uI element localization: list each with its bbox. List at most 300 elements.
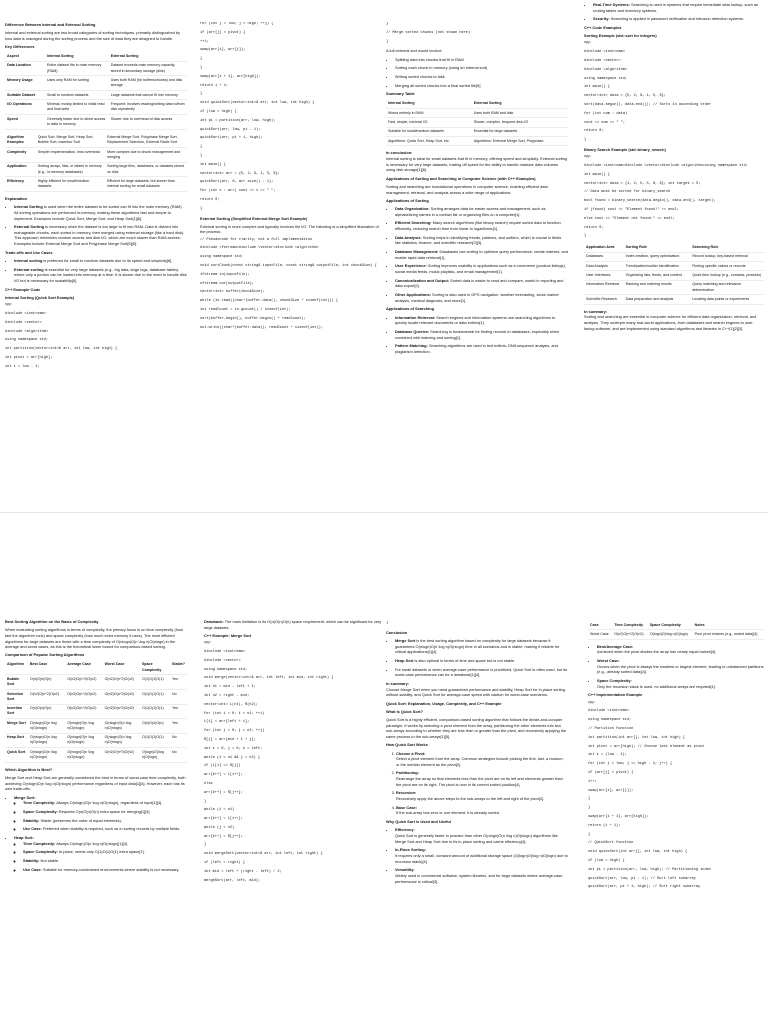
intro-paragraph: Internal and external sorting are two broad categories of sorting techniques, primarily distinguished by how data is managed during the sorting process and the size of data they are designed to handle. (5, 30, 180, 41)
table-cell: O(n2)O(n^2)O(n2) (65, 689, 102, 704)
list-item (395, 343, 568, 354)
page2-col2 (204, 619, 382, 1025)
table-row (5, 90, 187, 99)
table-cell: O(n2)O(n^2)O(n2) (103, 675, 140, 690)
conclusion-label: In conclusion: (386, 150, 413, 156)
page-2 (0, 512, 768, 1025)
code-line: vector<int> data = {5, 2, 9, 1, 5, 6}; (584, 94, 666, 99)
code-line: int main() { (200, 162, 226, 167)
full-external-intro: A full external sort would involve: (386, 48, 443, 54)
item-label: • Best/Average Case: (597, 643, 634, 649)
list-item (396, 751, 568, 768)
applications-table (584, 243, 764, 305)
item-text: Sorting improves usability in applications such as e-commerce (product listings), social media feeds, music playlists, and email management[1]. (395, 263, 566, 274)
list-item (395, 278, 568, 289)
code-line: using namespace std; (588, 718, 632, 723)
section-title: Best Sorting Algorithm on the Basis of Complexity (5, 619, 99, 624)
table-cell: Information Retrieval (584, 280, 624, 295)
comparison-table (5, 661, 187, 763)
table-cell: Algorithms: External Merge Sort, Polyphase (472, 137, 568, 146)
list-item (395, 827, 568, 844)
item-label: 4. Base Case: (396, 804, 417, 810)
code-line: } (584, 138, 587, 143)
drawback-label: Drawback: (204, 619, 224, 624)
table-cell: O(1)O(1)O(1) (140, 689, 170, 704)
item-text: For small datasets or when average-case performance is prioritized, Quick Sort is often used, but its worst-case performance can be a drawback[1][4]. (395, 666, 568, 678)
algorithm-list (5, 795, 187, 873)
list-item (395, 847, 568, 864)
table-cell: Data Location (5, 61, 45, 76)
table-row (584, 262, 764, 271)
code-line: if (low < high) { (588, 858, 625, 863)
table-cell: Generally faster due to direct access to data in memory (45, 114, 109, 129)
quick-sort-heading: Quick Sort: Explanation, Usage, Complexity, and C++ Example (386, 700, 502, 706)
code-line: arr[k++] = L[i++]; (204, 817, 243, 822)
code-line: if (left < right) { (204, 861, 245, 866)
item-text: Searching is used in systems that require immediate data lookup, such as routing tables and inventory systems. (593, 2, 758, 13)
list-item (395, 667, 568, 678)
quick-sort-complexity-table (588, 621, 764, 640)
list-item (23, 841, 187, 847)
code-line: #include <iostream> (204, 649, 245, 654)
item-text: It requires only a small, constant amount of additional storage space (O(log⁡n)O(\log n)O(logn) due to recursion stack)[4]. (395, 852, 568, 864)
code-line: #include <algorithm> (5, 329, 49, 334)
table-cell: No (170, 748, 187, 763)
table-cell: Fast, simple, minimal I/O (386, 118, 472, 127)
table-cell: O(nlog⁡n)O(n \log n)O(nlogn) (28, 719, 65, 734)
item-text: Databases use sorting to optimize query performance, create indexes, and enable rapid data retrieval[1]. (395, 249, 568, 260)
code-line: } (588, 832, 591, 837)
item-label: 1. Choose a Pivot: (396, 750, 426, 756)
code-line: return 0; (584, 225, 604, 230)
differences-table (5, 52, 187, 129)
code-line: // Merge sorted chunks (not shown here) (386, 30, 471, 35)
item-label: External sorting (14, 266, 44, 272)
table-row (5, 148, 187, 163)
code-line: #include <vector> (204, 658, 241, 663)
which-best-intro: Merge Sort and Heap Sort are generally considered the best in terms of worst-case time complexity, both achieving O(nlog⁡n)O(n \log n)O(nlogn) performance regardless of input data[1][4]. However, each has its own trade-offs: (5, 775, 186, 792)
item-label: Database Queries: (395, 328, 430, 334)
item-text: Search engines and information systems use searching algorithms to quickly locate relevant documents or data entries[1]. (395, 314, 556, 326)
summary-table (386, 100, 568, 147)
table-cell: Sorting large files, databases, or datasets stored on disk (105, 162, 187, 177)
table-cell: Yes (170, 675, 187, 690)
table-row (386, 118, 568, 127)
table-header: Sorting Role (624, 243, 691, 252)
table-row (5, 114, 187, 129)
code-line: swap(arr[i + 1], arr[high]); (588, 814, 649, 819)
item-text: Widely used in commercial software, system libraries, and for large datasets where average-case performance is critical[3]. (395, 872, 563, 884)
table-cell: Minimal, mostly limited to initial read and final write (45, 100, 109, 115)
code-line: for (int i = 0; i < n1; ++i) (204, 711, 265, 716)
table-header: Stable? (170, 661, 187, 675)
applications-heading: Applications of Sorting and Searching in Computer Science (with C++ Examples) (386, 175, 536, 181)
table-row (588, 630, 764, 639)
summary-text: Choose Merge Sort when you need guaranteed performance and stability, Heap Sort for in-place sorting without stability, and Quick Sort for average-case speed with caution for worst-case scenarios. (386, 686, 565, 698)
how-heading: How Quick Sort Works (386, 742, 428, 748)
code-line: cpp (584, 155, 591, 160)
table-row (584, 271, 764, 280)
code-line: int i = 0, j = 0, k = left; (204, 746, 263, 751)
code-line: vector<int> L(n1), R(n2); (204, 702, 258, 707)
list-item (395, 263, 568, 274)
table-cell: Sorting arrays, lists, or tables in memory (e.g., in-memory databases) (36, 162, 105, 177)
item-text: Only the recursion stack is used, no additional arrays are required[4]. (597, 683, 716, 689)
item-label: Efficient Searching: (395, 220, 432, 226)
key-differences-heading: Key Differences (5, 44, 35, 50)
code-line: return 0; (200, 197, 220, 202)
table-cell: Organizing lists, feeds, and content (624, 271, 691, 280)
item-label: Heap Sort (395, 658, 414, 664)
code-line: void mergeSort(vector<int>& arr, int left, int right) { (204, 852, 323, 857)
table-row (5, 733, 187, 748)
table-header: Average Case (65, 661, 102, 675)
explanation-list (5, 204, 187, 247)
table-cell: O(nlog⁡n)O(n \log n)O(nlogn) (65, 719, 102, 734)
table-header: External Sorting (472, 100, 568, 109)
list-item (23, 849, 187, 855)
item-text: Searching is applied in password verification and intrusion detection systems. (609, 16, 744, 22)
table-cell: Trend/pattern/outlier identification (624, 262, 691, 271)
item-text: is used when the entire dataset to be sorted can fit into the main memory (RAM). All sorting operations are performed in-memory, making these algorithms fast and simple to implement. Examples include Quick Sort, Merge Sort, and Heap Sort[1][6]. (14, 204, 183, 221)
item-text: is preferred for small to medium datasets due to its speed and simplicity[6]. (42, 258, 173, 264)
table-cell: O(n2)O(n^2)O(n2) (103, 689, 140, 704)
table-cell: I/O Operations (5, 100, 45, 115)
table-row (584, 295, 764, 304)
table-cell: Yes (170, 719, 187, 734)
list-item: • Writing sorted chunks to disk (395, 74, 568, 80)
heap-sort-details (14, 841, 187, 873)
code-line: } (386, 621, 389, 625)
item-label: 3. Recursion: (396, 790, 417, 796)
table-cell: O(nlog⁡n)O(n \log n)O(nlogn) (103, 719, 140, 734)
table-row (5, 177, 187, 192)
list-item: • Sorting each chunk in memory (using an internal sort) (395, 65, 568, 71)
table-cell: Speed (5, 114, 45, 129)
code-block (386, 22, 568, 45)
summary-table-heading: Summary Table (386, 91, 415, 97)
item-label: User Experience: (395, 263, 427, 269)
explanation-heading: Explanation (5, 195, 28, 201)
list-item (396, 770, 568, 787)
item-label: Internal Sorting (14, 204, 43, 210)
item-text: Suitable for memory-constrained environments where stability is not necessary. (41, 866, 180, 872)
list-item (14, 267, 187, 284)
code-line: for (int j = 0; j < n2; ++j) (204, 729, 265, 734)
list-item (395, 220, 568, 231)
internal-sorting-heading: Internal Sorting (Quick Sort Example) (5, 294, 75, 300)
item-label: Data Analysis: (395, 234, 422, 240)
code-line: sort(data.begin(), data.end()); // Sorts in ascending order (584, 103, 712, 108)
list-item (395, 292, 568, 303)
table-row (5, 719, 187, 734)
code-line: void sortChunk(const string& inputFile, const string& outputFile, int chunkSize) { (200, 264, 377, 269)
code-line: return 0; (584, 129, 604, 134)
item-text: Requires O(n)O(n)O(n) extra space for merging[1][4]. (57, 809, 151, 814)
sorting-example-heading: Sorting Example (std::sort for integers) (584, 33, 657, 39)
table-cell: Data preparation and analysis (624, 295, 691, 304)
code-block (584, 155, 764, 239)
cpp-examples-heading: C++ Code Examples (584, 24, 622, 30)
table-cell: Merge Sort (5, 719, 28, 734)
searching-list-continued (584, 2, 764, 22)
code-line: for (int j = low; j <= high - 1; j++) { (588, 762, 673, 767)
page1-col2 (200, 22, 380, 512)
intro-paragraph: When evaluating sorting algorithms in terms of complexity, the primary focus is on time complexity (how fast the algorithm runs) and space complexity (how much extra memory it uses). The most efficient algorithms for large datasets are those with a time complexity of O(nlog⁡n)O(n \log n)O(nlogn) in the average and worst cases, as this is the theoretical lower bound for comparison-based sorting. (5, 627, 183, 650)
table-cell: O(nlog⁡n)O(n \log n)O(nlogn) (28, 733, 65, 748)
table-cell: Uses only RAM for sorting (45, 76, 109, 91)
table-cell: Efficiency (5, 177, 36, 192)
table-cell: Large datasets that cannot fit into memory (109, 90, 187, 99)
table-cell: Poor pivot choices (e.g., sorted data)[4] (693, 630, 764, 639)
table-header: Space Complexity (140, 661, 170, 675)
code-line: using namespace std; (5, 338, 49, 343)
code-line: #include <iostream> (5, 311, 46, 316)
item-label: Stability: (23, 857, 40, 863)
table-cell: O(n2)O(n^2)O(n2) (65, 704, 102, 719)
item-text: is necessary when the dataset is too large to fit into RAM. Data is divided into manageable chunks, each sorted in memory, then merged using external storage (like a hard disk). This approach minimizes random access and disk I/O, which are much slower than RAM access. Examples include External Merge Sort and Polyphase Merge Sort[6][5]. (14, 224, 185, 247)
code-block (200, 22, 380, 212)
code-line: int main() { (584, 85, 610, 90)
table-row (386, 137, 568, 146)
why-list (386, 827, 568, 884)
table-cell: Quick item lookup (e.g., contacts, products) (690, 271, 764, 280)
table-cell: Quick Sort, Merge Sort, Heap Sort, Bubble Sort, Insertion Sort (36, 134, 105, 148)
table-cell: Data Analysis (584, 262, 624, 271)
list-item (395, 206, 568, 217)
code-line: } (386, 22, 389, 26)
table-row (386, 127, 568, 136)
page2-col4 (588, 619, 764, 1025)
code-line: #include <algorithm> (584, 67, 628, 72)
code-line: mergeSort(arr, left, mid); (204, 878, 261, 883)
table-row (386, 108, 568, 117)
item-text: Many search algorithms (like binary search) require sorted data to function efficiently, reducing search time from linear to logarithmic[1]. (395, 220, 561, 232)
item-text: Sorting is also used in GPS navigation, weather forecasting, stock market analysis, medical diagnosis, and more[1]. (395, 291, 559, 303)
item-label: Database Management: (395, 249, 439, 255)
list-item (23, 800, 187, 806)
page2-col3 (386, 621, 568, 1025)
item-label: • In-Place Sorting: (395, 847, 426, 853)
list-item (597, 678, 764, 689)
list-item (23, 867, 187, 873)
code-line: ++i; (200, 39, 209, 44)
code-line: #include <vector> (584, 59, 621, 64)
code-line: int mid = left + (right - left) / 2; (204, 869, 282, 874)
code-line: // Data must be sorted for binary_search (584, 190, 671, 195)
item-text: Not stable. (39, 857, 60, 863)
table-cell: Databases (584, 252, 624, 261)
code-line: #include <iostream> (584, 50, 625, 55)
item-text: Quick Sort is generally faster in practice than other O(nlog⁡n)O(n \log n)O(nlogn) algorithms like Merge Sort and Heap Sort due to its in-place sorting and cache efficiency[4]. (395, 832, 558, 844)
binary-search-heading: Binary Search Example (std::binary_search) (584, 147, 666, 153)
table-cell: Scientific Research (584, 295, 624, 304)
table-cell: Yes (170, 704, 187, 719)
table-header: Searching Role (690, 243, 764, 252)
code-line: int partition(vector<int>& arr, int low, int high) { (5, 347, 118, 352)
item-label: Space Complexity: (23, 809, 58, 814)
list-item (395, 315, 568, 326)
table-cell: More complex due to chunk management and merging (105, 148, 187, 163)
item-label: Pattern Matching: (395, 343, 428, 349)
code-line: quickSort(arr, low, pi - 1); // Sort left subarray (588, 876, 696, 881)
code-line: bool found = binary_search(data.begin(), data.end(), target); (584, 199, 716, 204)
item-text: is the best sorting algorithm based on complexity for large datasets because it guarantees O(nlog⁡n)O(n \log n)O(nlogn) time in all scenarios and is stable, making it reliable for critical applications[1][4]. (395, 638, 560, 655)
item-label: 2. Partitioning: (396, 770, 419, 776)
code-line: swap(arr[i], arr[j]); (200, 48, 246, 53)
code-line: } (588, 797, 591, 802)
item-label: Use Case: (23, 826, 42, 832)
table-cell: Suitable for small/medium datasets (386, 127, 472, 136)
item-label: Security: (593, 16, 610, 22)
list-item (23, 858, 187, 864)
table-cell: Heap Sort (5, 733, 28, 748)
what-is-heading: What is Quick Sort? (386, 708, 423, 714)
code-line: cpp (584, 41, 591, 46)
table-row (5, 76, 187, 91)
item-text: Always O(nlog⁡n)O(n \log n)O(nlogn)[1][4]. (55, 840, 129, 846)
code-line: cpp (588, 700, 595, 705)
list-item (396, 790, 568, 801)
code-line: cout << num << " "; (584, 120, 625, 125)
how-steps-list (386, 751, 568, 817)
code-line: out.write((char*)buffer.data(), readCount * sizeof(int)); (200, 325, 323, 330)
what-is-text: Quick Sort is a highly efficient, comparison-based sorting algorithm that follows the divide-and-conquer paradigm. It works by selecting a pivot element from the array, partitioning the other elements into two sub-arrays according to whether they are less than or greater than the pivot, and recursively applying the same process to the sub-arrays[1][5]. (386, 717, 567, 740)
code-line: int readCount = in.gcount() / sizeof(int); (200, 308, 291, 313)
list-item (14, 258, 187, 264)
code-line: return (i + 1); (588, 823, 621, 828)
item-text: Rearrange the array so that elements less than the pivot are on its left and elements greater than the pivot are on its right. The pivot is now in its correct sorted position[4]. (396, 776, 563, 787)
code-line: ifstream in(inputFile); (200, 272, 250, 277)
code-line: if (found) cout << "Element found!" << endl; (584, 208, 679, 213)
code-line: if (low < high) { (200, 109, 237, 114)
code-line: int i = (low - 1); (588, 753, 627, 758)
applications-intro: Sorting and searching are foundational operations in computer science, enabling efficient data management, retrieval, and analysis across a wide range of applications. (386, 183, 548, 195)
code-line: int pivot = arr[high]; // Choose last element as pivot (588, 744, 705, 749)
table-cell: Slower, complex, frequent disk I/O (472, 118, 568, 127)
code-line: // Partition function (588, 727, 634, 732)
code-line: } (588, 806, 591, 811)
table-cell: O(nlog⁡n)O(n \log n)O(nlogn) (65, 748, 102, 763)
table-cell: Essential for large datasets (472, 127, 568, 136)
code-line: } (386, 39, 389, 44)
code-line: } (584, 234, 587, 239)
item-label: Time Complexity: (23, 800, 56, 806)
table-cell: Index creation, query optimization (624, 252, 691, 261)
code-line: swap(arr[i + 1], arr[high]); (200, 74, 261, 79)
code-line: L[i] = arr[left + i]; (204, 720, 250, 725)
code-line: R[j] = arr[mid + 1 + j]; (204, 737, 256, 742)
code-line: } (200, 65, 203, 70)
table-cell: O(nlog⁡n)O(n \log n)O(nlogn) (65, 733, 102, 748)
code-line: if (L[i] <= R[j]) (204, 764, 241, 769)
code-line: } (200, 153, 203, 158)
code-line: quickSort(arr, 0, arr.size() - 1); (200, 180, 274, 185)
list-item (396, 805, 568, 816)
code-block (5, 303, 187, 370)
code-line: // QuickSort function (588, 841, 634, 846)
table-cell: Application (5, 162, 36, 177)
item-text: Preferred when stability is required, such as in sorting records by multiple fields. (41, 826, 181, 832)
list-item: • Merging all sorted chunks into a final sorted file[6] (395, 83, 568, 89)
list-item (23, 818, 187, 824)
list-item (23, 809, 187, 815)
why-heading: Why Quick Sort is Used and Useful (386, 819, 451, 825)
code-line: int n1 = mid - left + 1; (204, 685, 256, 690)
list-item (14, 795, 187, 832)
item-label: Canonicalization and Output: (395, 277, 450, 283)
code-line: else (204, 781, 213, 786)
item-text: Sorted data is easier to read and compare, useful in reporting and data export[2]. (395, 277, 564, 289)
table-cell: Works entirely in RAM (386, 108, 472, 117)
code-line: ofstream out(outputFile); (200, 281, 254, 286)
table-cell: Efficient for large datasets, but slower than internal sorting for small datasets (105, 177, 187, 192)
item-text: is also optimal in terms of time and space but is not stable. (413, 658, 516, 664)
page2-col1 (5, 619, 187, 1025)
item-text: Occurs when the pivot is always the smallest or largest element, leading to unbalanced partitions (e.g., already sorted data)[4]. (597, 663, 764, 675)
code-line: int pi = partition(arr, low, high); // Partitioning index (588, 867, 711, 872)
tradeoffs-list (5, 258, 187, 284)
table-cell: O(1)O(1)O(1) (140, 733, 170, 748)
item-label: • Versatility: (395, 867, 415, 873)
table-header: Worst Case (103, 661, 140, 675)
impl-heading: C++ Implementation Example (588, 692, 643, 698)
list-item (395, 867, 568, 884)
list-item (14, 224, 187, 247)
table-cell: Query matching and relevance determination (690, 280, 764, 295)
code-line: sort(buffer.begin(), buffer.begin() + readCount); (200, 316, 306, 321)
code-line: using namespace std; (204, 667, 248, 672)
page1-col3 (386, 22, 568, 512)
code-line: #include <iostream>#include <vector>#include <algorithm>using namespace std; (584, 164, 748, 169)
summary-text: Sorting and searching are essential in computer science for efficient data organization, retrieval, and analysis. They underpin many real-world applications, from databases and search engines to user-facing software, and are implemented using standard algorithms and libraries in C++[1][2][3]. (584, 314, 757, 331)
code-block (200, 238, 380, 331)
table-header: Internal Sorting (45, 52, 109, 61)
code-line: arr[k++] = R[j++]; (204, 790, 243, 795)
table-header: Time Complexity (612, 621, 648, 630)
table-cell: O(1)O(1)O(1) (140, 704, 170, 719)
list-item (597, 658, 764, 675)
merge-sort-label: Merge Sort: (14, 794, 36, 800)
table-header: External Sorting (109, 52, 187, 61)
table-cell: O(nlog⁡n)O(n \log n)O(nlogn) (103, 733, 140, 748)
item-label: Merge Sort (395, 638, 416, 644)
steps-list (386, 57, 568, 89)
table-cell: O(n)O(n)O(n) (28, 675, 65, 690)
heap-sort-label: Heap Sort: (14, 834, 34, 840)
item-label: Space Complexity: (23, 849, 58, 855)
code-line: #include <iostream> (588, 709, 629, 714)
table-cell: User Interfaces (584, 271, 624, 280)
table-cell: O(n2)O(n^2)O(n2) (28, 689, 65, 704)
table-row (5, 134, 187, 148)
code-line: } (200, 92, 203, 97)
code-line: quickSort(arr, pi + 1, high); // Sort right subarray (588, 885, 701, 890)
complexity-notes-list (588, 644, 764, 690)
table-cell: No (170, 689, 187, 704)
list-item (395, 235, 568, 246)
item-label: External Sorting (14, 224, 45, 230)
code-line: if (arr[j] < pivot) { (588, 771, 634, 775)
code-line: // Pseudocode for clarity, not a full implementation (200, 237, 313, 242)
item-label: Stability: (23, 817, 40, 823)
code-line: void quickSort(vector<int>& arr, int low, int high) { (200, 101, 315, 106)
item-label: Time Complexity: (23, 840, 56, 846)
item-text: Sorting helps in identifying trends, patterns, and outliers, which is crucial in fields like statistics, finance, and scientific research[2][3]. (395, 234, 562, 246)
table-cell: Frequent; involves reading/writing data to/from disk repeatedly (109, 100, 187, 115)
table-cell: Entire dataset fits in main memory (RAM) (45, 61, 109, 76)
code-line: vector<int> buffer(chunkSize); (200, 290, 265, 295)
